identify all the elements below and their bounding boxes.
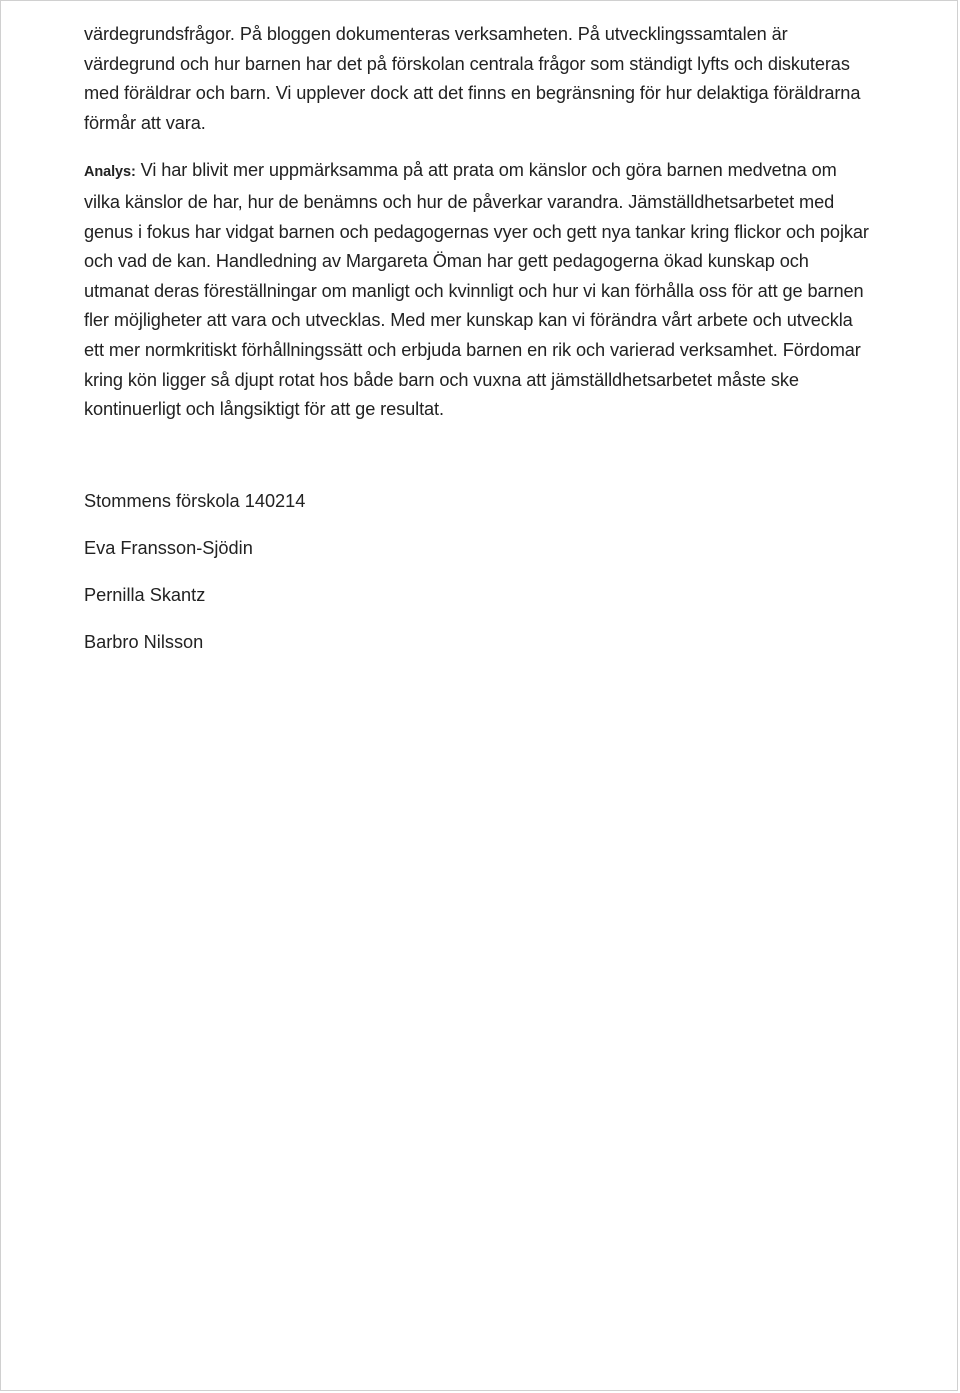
document-body — [84, 20, 874, 425]
signature-place-date: Stommens förskola 140214 — [84, 491, 306, 511]
signature-name-1: Eva Fransson-Sjödin — [84, 538, 253, 558]
analysis-label: Analys: — [84, 164, 136, 181]
signature-block — [84, 487, 305, 675]
paragraph-analysis — [84, 156, 874, 424]
analysis-text: Vi har blivit mer uppmärksamma på att prata om känslor och göra barnen medvetna om vilka känslor de har, hur de benämns och hur de påverkar varandra. Jämställdhetsarbetet med genus i fokus har vidgat barnen och pedagogernas vyer och gett nya tankar kring flickor och pojkar och vad de kan. Handledning av Margareta Öman har gett pedagogerna ökad kunskap och utmanat deras föreställningar om manligt och kvinnligt och hur vi kan förhålla oss för att ge barnen fler möjligheter att vara och utvecklas. Med mer kunskap kan vi förändra vårt arbete och utveckla ett mer normkritiskt förhållningssätt och erbjuda barnen en rik och varierad verksamhet. Fördomar kring kön ligger så djupt rotat hos både barn och vuxna att jämställdhetsarbetet måste ske kontinuerligt och långsiktigt för att ge resultat. — [84, 160, 869, 420]
signature-name-2: Pernilla Skantz — [84, 585, 206, 605]
paragraph-values: värdegrundsfrågor. På bloggen dokumenteras verksamheten. På utvecklingssamtalen är värdegrund och hur barnen har det på förskolan centrala frågor som ständigt lyfts och diskuteras med föräldrar och barn. Vi upplever dock att det finns en begränsning för hur delaktiga föräldrarna förmår att vara. — [84, 24, 861, 133]
signature-name-3: Barbro Nilsson — [84, 632, 204, 652]
